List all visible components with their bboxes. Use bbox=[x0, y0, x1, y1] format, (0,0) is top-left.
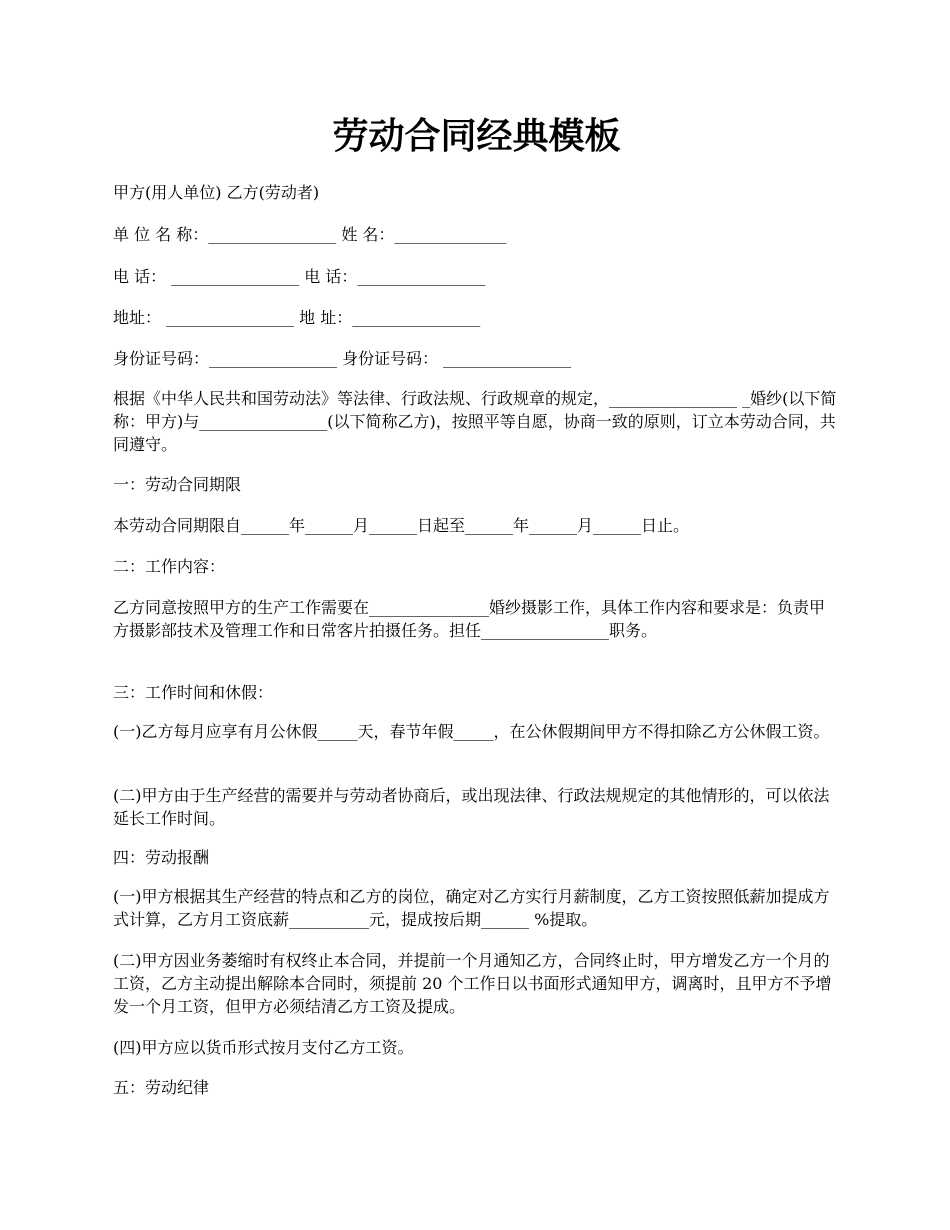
parties-heading: 甲方(用人单位) 乙方(劳动者) bbox=[113, 183, 320, 202]
leave-paragraph: (一)乙方每月应享有月公休假_____天，春节年假_____，在公休假期间甲方不得扣除乙方公休假工资。 bbox=[113, 722, 830, 741]
section-3-heading: 三：工作时间和休假： bbox=[113, 683, 274, 702]
termination-paragraph: (二)甲方因业务萎缩时有权终止本合同，并提前一个月通知乙方，合同终止时，甲方增发乙方一个月的工资，乙方主动提出解除本合同时，须提前 20 个工作日以书面形式通知甲方，调离时，且甲方不予增发一个月工资，但甲方必须结清乙方工资及提成。 bbox=[113, 951, 832, 1016]
phone-line: 电 话： ________________ 电 话：________________ bbox=[113, 267, 486, 286]
document-title: 劳动合同经典模板 bbox=[332, 115, 621, 157]
contract-term-paragraph: 本劳动合同期限自______年______月______日起至______年______月______日止。 bbox=[113, 516, 690, 535]
section-2-heading: 二：工作内容： bbox=[113, 557, 226, 576]
section-1-heading: 一：劳动合同期限 bbox=[113, 475, 242, 494]
section-4-heading: 四：劳动报酬 bbox=[113, 848, 210, 867]
salary-paragraph: (一)甲方根据其生产经营的特点和乙方的岗位，确定对乙方实行月薪制度，乙方工资按照低薪加提成方式计算，乙方月工资底薪__________元，提成按后期______ %提取。 bbox=[113, 887, 830, 929]
id-number-line: 身份证号码：________________ 身份证号码： ________________ bbox=[113, 349, 572, 368]
overtime-paragraph: (二)甲方由于生产经营的需要并与劳动者协商后，或出现法律、行政法规规定的其他情形的，可以依法延长工作时间。 bbox=[113, 786, 830, 828]
payment-paragraph: (四)甲方应以货币形式按月支付乙方工资。 bbox=[113, 1038, 414, 1057]
address-line: 地址： ________________ 地 址：________________ bbox=[113, 308, 481, 327]
work-content-paragraph: 乙方同意按照甲方的生产工作需要在_______________婚纱摄影工作，具体工作内容和要求是：负责甲方摄影部技术及管理工作和日常客片拍摄任务。担任________________职务。 bbox=[113, 598, 826, 640]
company-name-line: 单 位 名 称：________________ 姓 名：______________ bbox=[113, 225, 507, 244]
section-5-heading: 五：劳动纪律 bbox=[113, 1078, 210, 1097]
preamble-paragraph: 根据《中华人民共和国劳动法》等法律、行政法规、行政规章的规定，________________ _婚纱(以下简称：甲方)与________________(以下简称乙方)，按照平等自愿，协商一致的原则，订立本劳动合同，共同遵守。 bbox=[113, 389, 837, 454]
